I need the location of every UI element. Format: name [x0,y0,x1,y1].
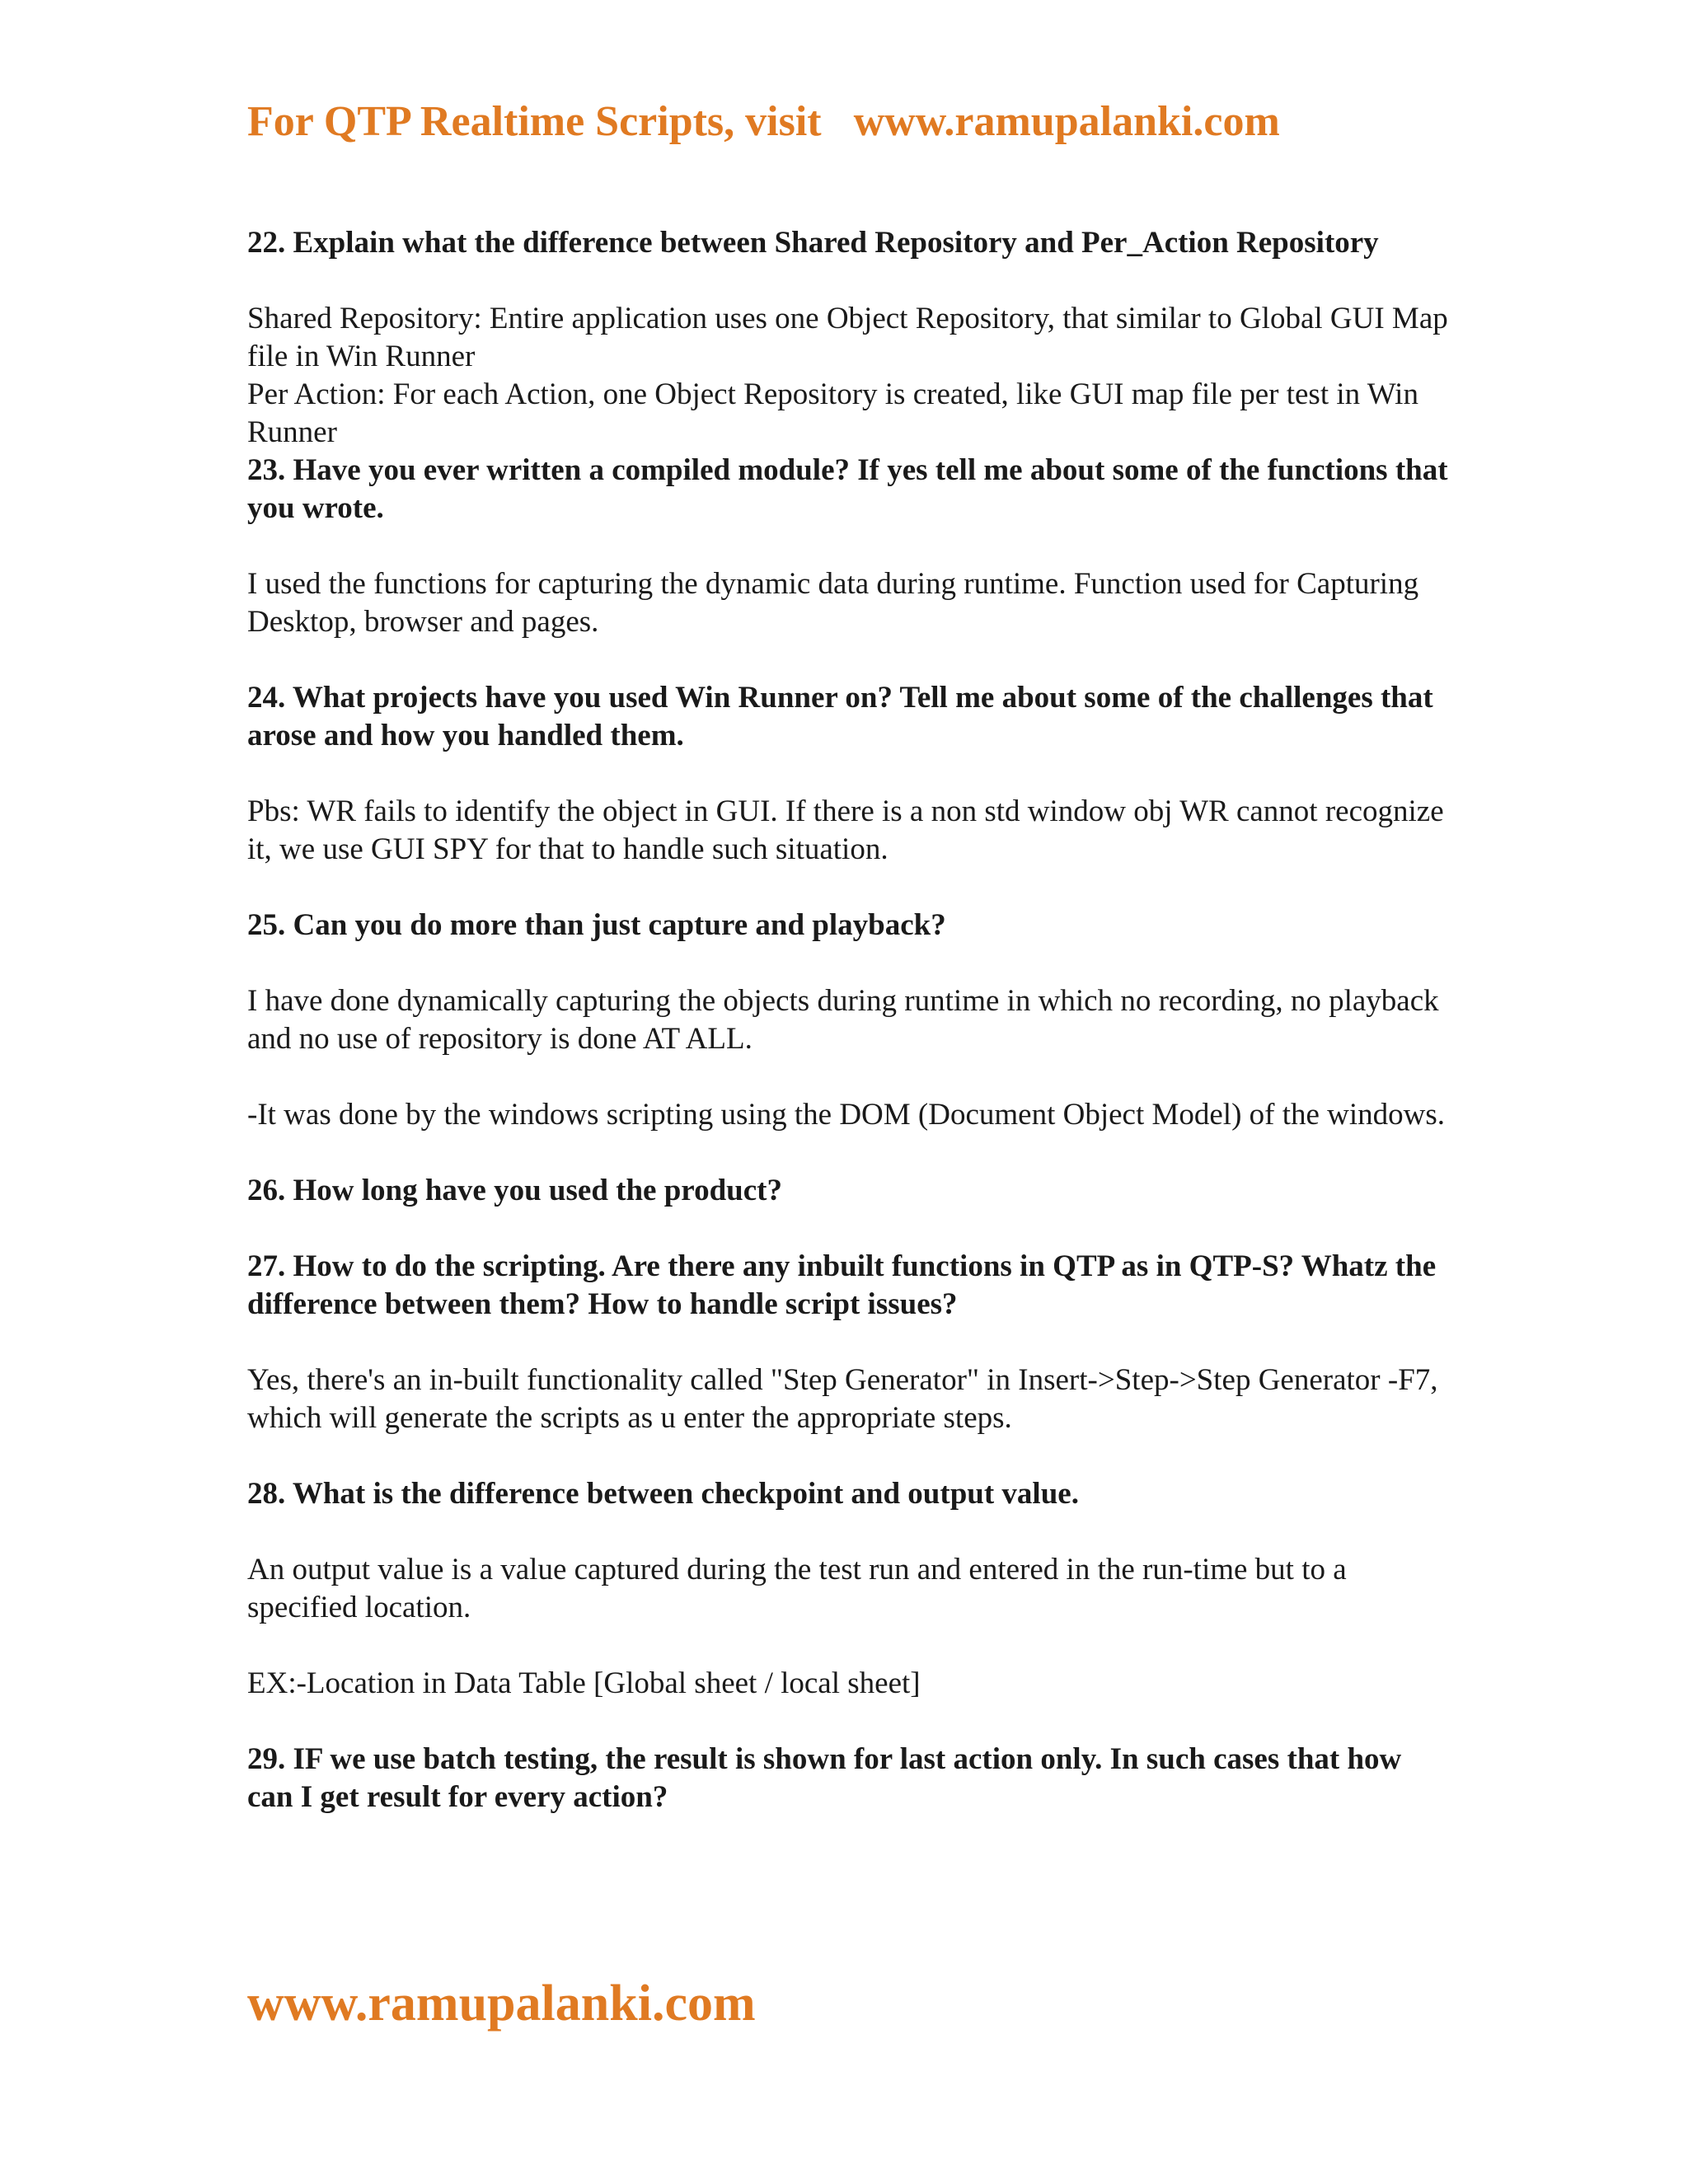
spacer [247,1134,1451,1172]
spacer [247,944,1451,982]
footer-banner: www.ramupalanki.com [247,1975,756,2032]
spacer [247,1703,1451,1741]
answer-28-part1: An output value is a value captured during the test run and entered in the run-time but to a specified location. [247,1553,1347,1624]
spacer [247,1058,1451,1096]
spacer [247,869,1451,907]
question-24: 24. What projects have you used Win Runner on? Tell me about some of the challenges that arose and how you handled them. [247,681,1433,752]
answer-23: I used the functions for capturing the dynamic data during runtime. Function used for Capturing Desktop, browser and pages. [247,567,1419,639]
spacer [247,262,1451,300]
answer-27: Yes, there's an in-built functionality called "Step Generator" in Insert->Step->Step Generator -F7, which will generate the scripts as u enter the appropriate steps. [247,1363,1438,1435]
question-26: 26. How long have you used the product? [247,1174,782,1207]
header-banner: For QTP Realtime Scripts, visit www.ramupalanki.com [247,98,1280,145]
answer-28-part2: EX:-Location in Data Table [Global sheet / local sheet] [247,1666,921,1700]
question-29: 29. IF we use batch testing, the result is shown for last action only. In such cases that how can I get result for every action? [247,1742,1402,1814]
spacer [247,527,1451,565]
answer-24: Pbs: WR fails to identify the object in GUI. If there is a non std window obj WR cannot recognize it, we use GUI SPY for that to handle such situation. [247,794,1444,866]
spacer [247,1513,1451,1551]
answer-25-part2: -It was done by the windows scripting using the DOM (Document Object Model) of the windows. [247,1098,1446,1132]
spacer [247,1437,1451,1475]
question-25: 25. Can you do more than just capture and playback? [247,908,946,942]
answer-25-part1: I have done dynamically capturing the objects during runtime in which no recording, no playback and no use of repository is done AT ALL. [247,984,1439,1056]
spacer [247,755,1451,793]
answer-22-per-action: Per Action: For each Action, one Object Repository is created, like GUI map file per test in Win Runner [247,377,1418,449]
question-23: 23. Have you ever written a compiled module? If yes tell me about some of the functions that you wrote. [247,453,1448,525]
question-22: 22. Explain what the difference between Shared Repository and Per_Action Repository [247,226,1379,260]
spacer [247,1627,1451,1665]
spacer [247,1210,1451,1248]
question-27: 27. How to do the scripting. Are there any inbuilt functions in QTP as in QTP-S? Whatz the difference between them? How to handle script issues? [247,1249,1437,1321]
document-body [247,224,1451,1816]
answer-22-shared: Shared Repository: Entire application uses one Object Repository, that similar to Global GUI Map file in Win Runner [247,302,1448,373]
spacer [247,641,1451,679]
spacer [247,1324,1451,1361]
question-28: 28. What is the difference between checkpoint and output value. [247,1477,1079,1511]
